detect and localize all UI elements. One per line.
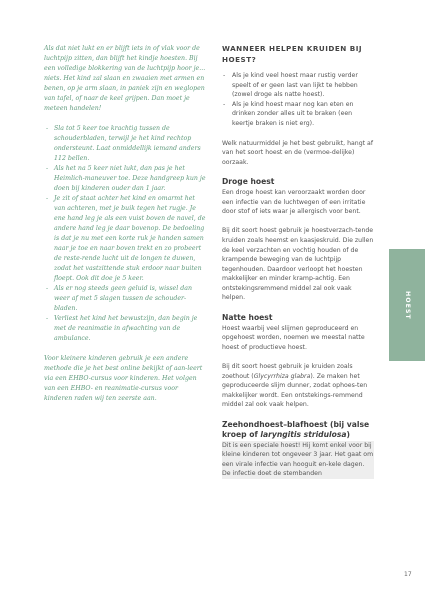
list-item: - Als je kind veel hoest maar rustig verder speelt of er geen last van lijkt te hebben (zowel droge als natte hoest). (222, 71, 374, 100)
list-item: - Verliest het kind het bewustzijn, dan begin je met de reanimatie in afwachting van de ambulance. (44, 314, 206, 344)
remedy-text-start: Bij dit soort hoest gebruik je kruiden zoals zoethout ( (222, 363, 353, 380)
left-column (44, 44, 206, 404)
right-column (222, 44, 374, 479)
natte-hoest-heading: Natte hoest (222, 312, 273, 322)
natte-hoest-remedy (222, 362, 374, 410)
droge-hoest-text: Een droge hoest kan veroorzaakt worden door een infectie van de luchtwegen of een irritatie door stof of iets waar je allergisch voor bent. (222, 188, 366, 216)
zeehondhoest-heading (222, 420, 374, 440)
latin-name: Glycyrrhiza glabra (253, 372, 311, 380)
list-item: - Sla tot 5 keer toe krachtig tussen de schouderbladen, terwijl je het kind rechtop ondersteunt. Laat onmiddellijk iemand anders 112 bellen. (44, 124, 206, 164)
bullet-list (222, 71, 374, 129)
list-item: - Als er nog steeds geen geluid is, wissel dan weer af met 5 slagen tussen de schouder-bladen. (44, 284, 206, 314)
section-heading: WANNEER HELPEN KRUIDEN BIJ HOEST? (222, 44, 363, 64)
latin-name: laryngitis stridulosa (260, 429, 347, 439)
intro-text: Welk natuurmiddel je het best gebruikt, hangt af van het soort hoest en de (vermoe-delijke) oorzaak. (222, 139, 374, 166)
outro-paragraph: Voor kleinere kinderen gebruik je een andere methode die je het best online bekijkt of aan-leert via een EHBO-cursus voor kinderen. Het volgen van een EHBO- en reanimatie-cursus voor kinderen raden wij ten zeerste aan. (44, 355, 203, 402)
heading-text-start: Zeehondhoest–blafhoest (bij valse kroep of (222, 419, 370, 439)
zeehondhoest-text: Dit is een speciale hoest! Hij komt enkel voor bij kleine kinderen tot ongeveer 3 jaar. Het gaat om een virale infectie van hooguit en-kele dagen. De infectie doet de stembanden (222, 441, 374, 478)
intro-paragraph: Als dat niet lukt en er blijft iets in of vlak voor de luchtpijp zitten, dan blijft het kindje hoesten. Bij een volledige blokkering van de luchtpijp hoor je... niets. Het kind zal slaan en zwaaien met armen en benen, op je arm slaan, in paniek zijn en weglopen van tafel, of naar de keel grijpen. Dan moet je meteen handelen! (44, 45, 206, 112)
page-number: 17 (404, 571, 412, 578)
remedy-text-end: ). Ze maken het geproduceerde slijm dunner, zodat ophoes-ten makkelijker wordt. Een ontstekings-remmend middel zal ook vaak helpen. (222, 372, 368, 409)
natte-hoest-text: Hoest waarbij veel slijmen geproduceerd en opgehoest worden, noemen we meestal natte hoest of productieve hoest. (222, 324, 365, 351)
droge-hoest-remedy: Bij dit soort hoest gebruik je hoestverzach-tende kruiden zoals heemst en kaasjeskruid. Die zullen de keel verzachten en vochtig houden of de krampende beweging van de luchtpijp tegenhouden. Daardoor verloopt het hoesten makkelijker en minder kramp-achtig. Een ontstekingsremmend middel zal ook vaak helpen. (222, 227, 374, 302)
list-item: - Als het na 5 keer niet lukt, dan pas je het Heimlich-maneuver toe. Deze handgreep kun je doen bij kinderen ouder dan 1 jaar. (44, 164, 206, 194)
droge-hoest-heading: Droge hoest (222, 176, 275, 186)
step-list (44, 124, 206, 344)
section-tab-label: HOEST (403, 290, 411, 320)
heading-text-end: ) (346, 429, 350, 439)
section-tab (389, 249, 425, 361)
list-item: - Als je kind hoest maar nog kan eten en drinken zonder alles uit te braken (een keertje braken is niet erg). (222, 100, 374, 129)
list-item: - Je zit of staat achter het kind en omarmt het van achteren, met je buik tegen het rugje. Je ene hand leg je als een vuist boven de navel, de andere hand leg je daar bovenop. De bedoeling is dat je nu met een korte ruk je handen samen naar je toe en naar boven trekt en zo probeert de reste-rende lucht uit de longen te duwen, zodat het vastzittende stuk erdoor naar buiten floept. Ook dit doe je 5 keer. (44, 194, 206, 284)
